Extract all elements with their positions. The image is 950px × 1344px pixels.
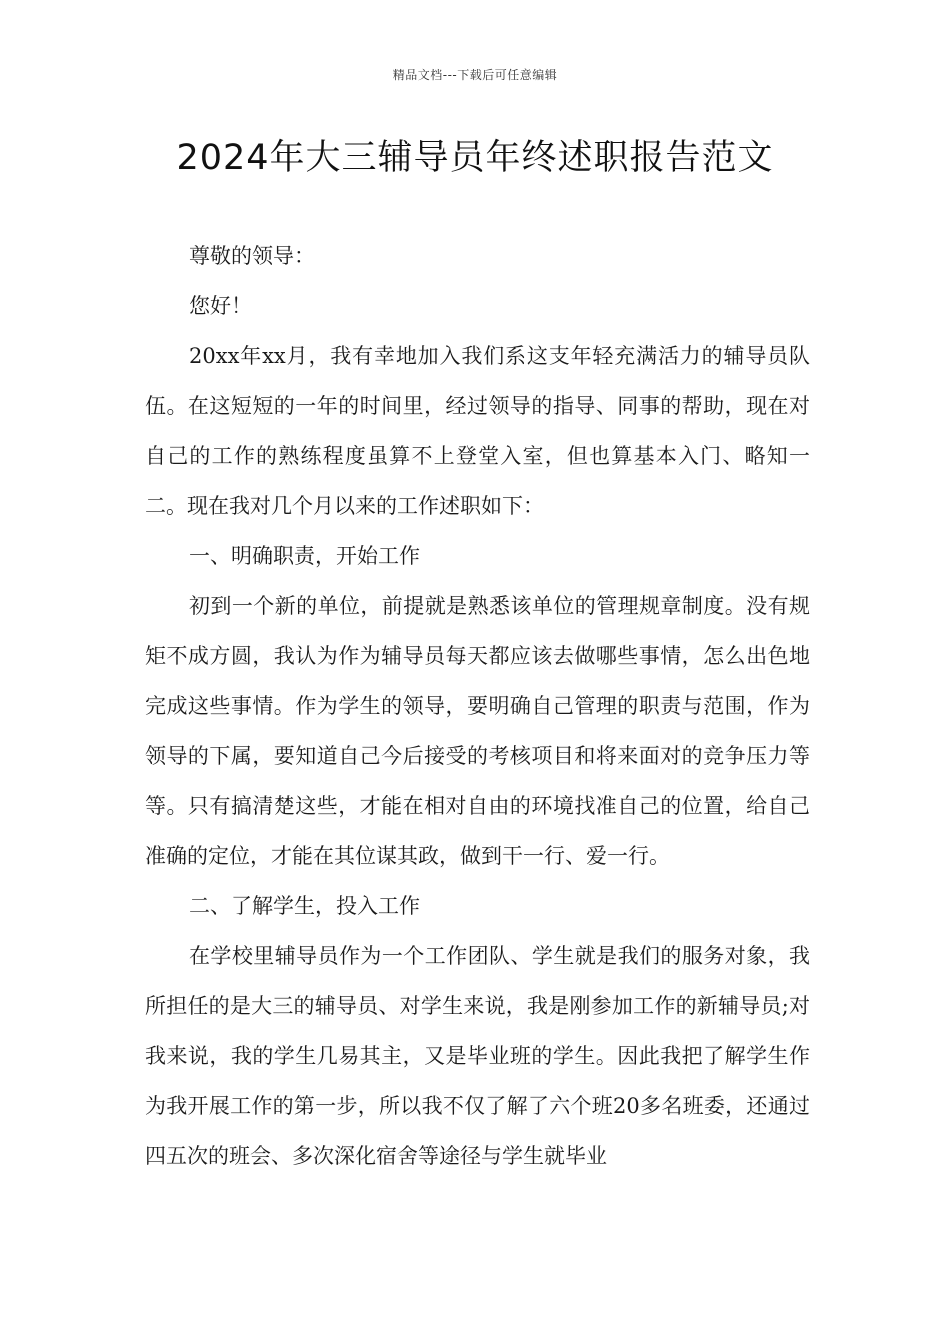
section-1-paragraph: 初到一个新的单位，前提就是熟悉该单位的管理规章制度。没有规矩不成方圆，我认为作为辅导员每天都应该去做哪些事情，怎么出色地完成这些事情。作为学生的领导，要明确自己管理的职责与范围，作为领导的下属，要知道自己今后接受的考核项目和将来面对的竞争压力等等。只有搞清楚这些，才能在相对自由的环境找准自己的位置，给自己准确的定位，才能在其位谋其政，做到干一行、爱一行。 — [145, 594, 810, 868]
intro-paragraph: 20xx年xx月，我有幸地加入我们系这支年轻充满活力的辅导员队伍。在这短短的一年的时间里，经过领导的指导、同事的帮助，现在对自己的工作的熟练程度虽算不上登堂入室，但也算基本入门、略知一二。现在我对几个月以来的工作述职如下： — [145, 344, 810, 518]
section-heading-2: 二、了解学生，投入工作 — [189, 894, 420, 918]
document-title: 2024年大三辅导员年终述职报告范文 — [176, 138, 774, 178]
salutation: 尊敬的领导： — [189, 244, 315, 268]
document-body — [145, 231, 810, 1181]
section-heading-1: 一、明确职责，开始工作 — [189, 544, 420, 568]
section-2-paragraph: 在学校里辅导员作为一个工作团队、学生就是我们的服务对象，我所担任的是大三的辅导员、对学生来说，我是刚参加工作的新辅导员;对我来说，我的学生几易其主，又是毕业班的学生。因此我把了解学生作为我开展工作的第一步，所以我不仅了解了六个班20多名班委，还通过四五次的班会、多次深化宿舍等途径与学生就毕业 — [145, 944, 810, 1168]
page-header: 精品文档---下载后可任意编辑 — [392, 68, 558, 82]
greeting: 您好！ — [189, 294, 252, 318]
